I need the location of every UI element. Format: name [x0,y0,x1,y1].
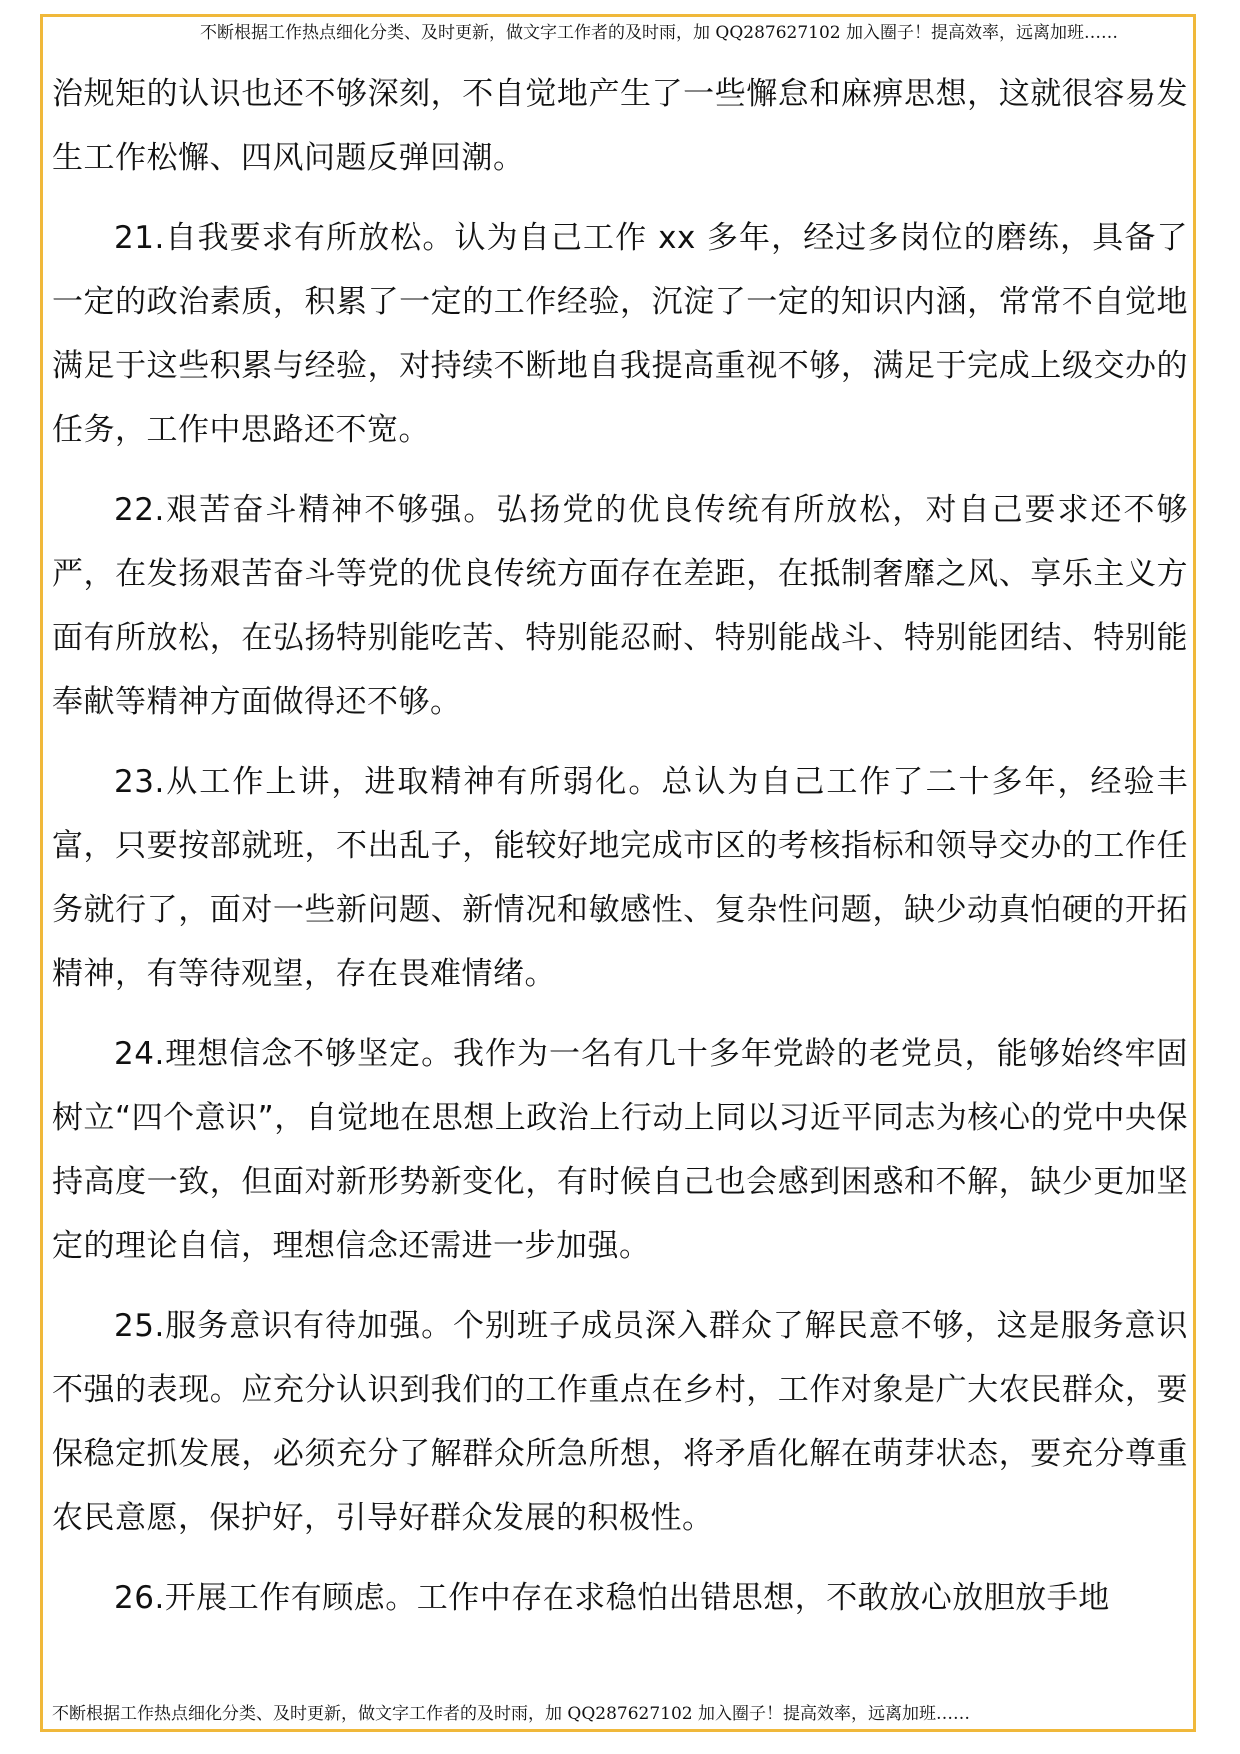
header-promo-note: 不断根据工作热点细化分类、及时更新，做文字工作者的及时雨，加 QQ287627102 加入圈子！提高效率，远离加班…… [200,23,1119,43]
paragraph-item-25: 25.服务意识有待加强。个别班子成员深入群众了解民意不够，这是服务意识不强的表现。应充分认识到我们的工作重点在乡村，工作对象是广大农民群众，要保稳定抓发展，必须充分了解群众所急所想，将矛盾化解在萌芽状态，要充分尊重农民意愿，保护好，引导好群众发展的积极性。 [52,1308,1188,1536]
paragraph-continued: 治规矩的认识也还不够深刻，不自觉地产生了一些懈怠和麻痹思想，这就很容易发生工作松懈、四风问题反弹回潮。 [52,76,1188,176]
paragraph-item-22: 22.艰苦奋斗精神不够强。弘扬党的优良传统有所放松，对自己要求还不够严，在发扬艰苦奋斗等党的优良传统方面存在差距，在抵制奢靡之风、享乐主义方面有所放松，在弘扬特别能吃苦、特别能忍耐、特别能战斗、特别能团结、特别能奉献等精神方面做得还不够。 [52,492,1188,720]
document-body [52,62,1188,1630]
paragraph-item-26: 26.开展工作有顾虑。工作中存在求稳怕出错思想，不敢放心放胆放手地 [114,1580,1110,1616]
paragraph-item-23: 23.从工作上讲，进取精神有所弱化。总认为自己工作了二十多年，经验丰富，只要按部就班，不出乱子，能较好地完成市区的考核指标和领导交办的工作任务就行了，面对一些新问题、新情况和敏感性、复杂性问题，缺少动真怕硬的开拓精神，有等待观望，存在畏难情绪。 [52,764,1188,992]
footer-promo-note: 不断根据工作热点细化分类、及时更新，做文字工作者的及时雨，加 QQ287627102 加入圈子！提高效率，远离加班…… [52,1704,971,1724]
paragraph-item-24: 24.理想信念不够坚定。我作为一名有几十多年党龄的老党员，能够始终牢固树立“四个意识”，自觉地在思想上政治上行动上同以习近平同志为核心的党中央保持高度一致，但面对新形势新变化，有时候自己也会感到困惑和不解，缺少更加坚定的理论自信，理想信念还需进一步加强。 [52,1036,1188,1264]
paragraph-item-21: 21.自我要求有所放松。认为自己工作 xx 多年，经过多岗位的磨练，具备了一定的政治素质，积累了一定的工作经验，沉淀了一定的知识内涵，常常不自觉地满足于这些积累与经验，对持续不断地自我提高重视不够，满足于完成上级交办的任务，工作中思路还不宽。 [52,220,1188,448]
